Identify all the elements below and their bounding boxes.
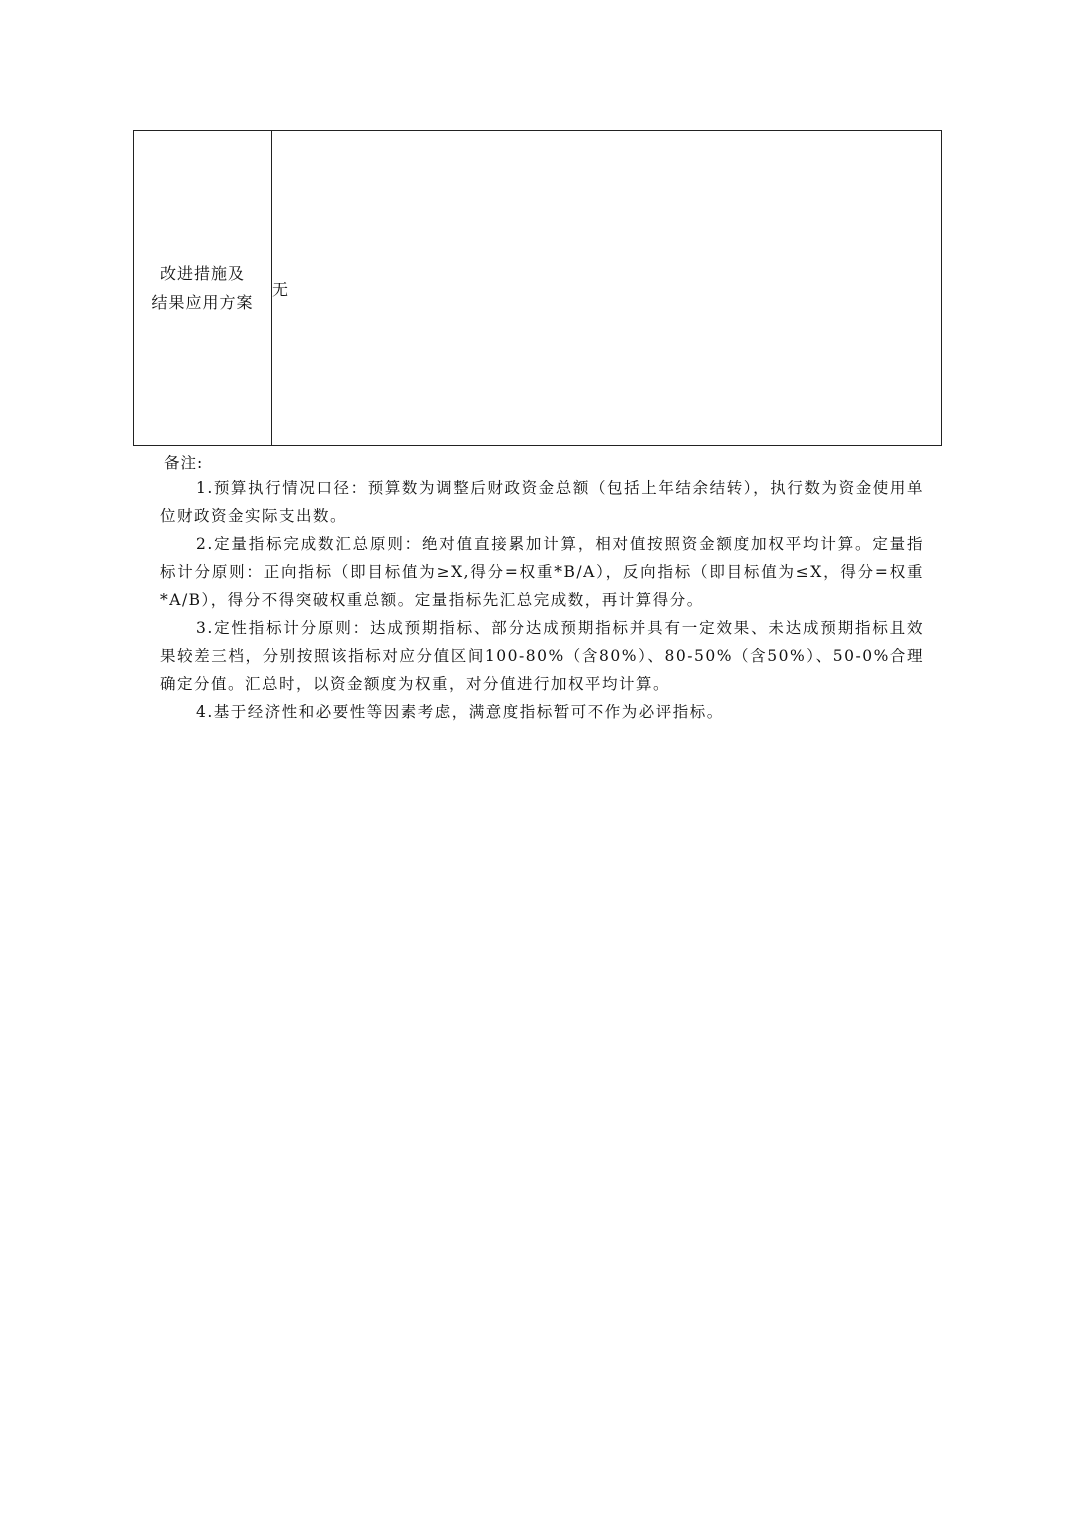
- improvement-label-line2: 结果应用方案: [151, 293, 254, 312]
- note-item-2: 2.定量指标完成数汇总原则：绝对值直接累加计算，相对值按照资金额度加权平均计算。定量指标计分原则：正向指标（即目标值为≥X,得分=权重*B/A），反向指标（即目标值为≤X，得分=权重*A/B），得分不得突破权重总额。定量指标先汇总完成数，再计算得分。: [160, 535, 924, 609]
- notes-section: [160, 452, 924, 726]
- improvement-value: 无: [272, 279, 289, 299]
- improvement-label-cell: [134, 131, 272, 446]
- improvement-value-cell: [272, 131, 942, 446]
- improvement-label-line1: 改进措施及: [159, 264, 245, 283]
- table-row: [134, 131, 942, 446]
- note-item-1: 1.预算执行情况口径：预算数为调整后财政资金总额（包括上年结余结转），执行数为资金使用单位财政资金实际支出数。: [160, 479, 924, 525]
- notes-title: 备注:: [164, 454, 204, 472]
- improvement-table: [133, 130, 942, 446]
- note-item-4: 4.基于经济性和必要性等因素考虑，满意度指标暂可不作为必评指标。: [196, 703, 724, 721]
- note-item-3: 3.定性指标计分原则：达成预期指标、部分达成预期指标并具有一定效果、未达成预期指标且效果较差三档，分别按照该指标对应分值区间100-80%（含80%）、80-50%（含50%）、50-0%合理确定分值。汇总时，以资金额度为权重，对分值进行加权平均计算。: [160, 619, 924, 693]
